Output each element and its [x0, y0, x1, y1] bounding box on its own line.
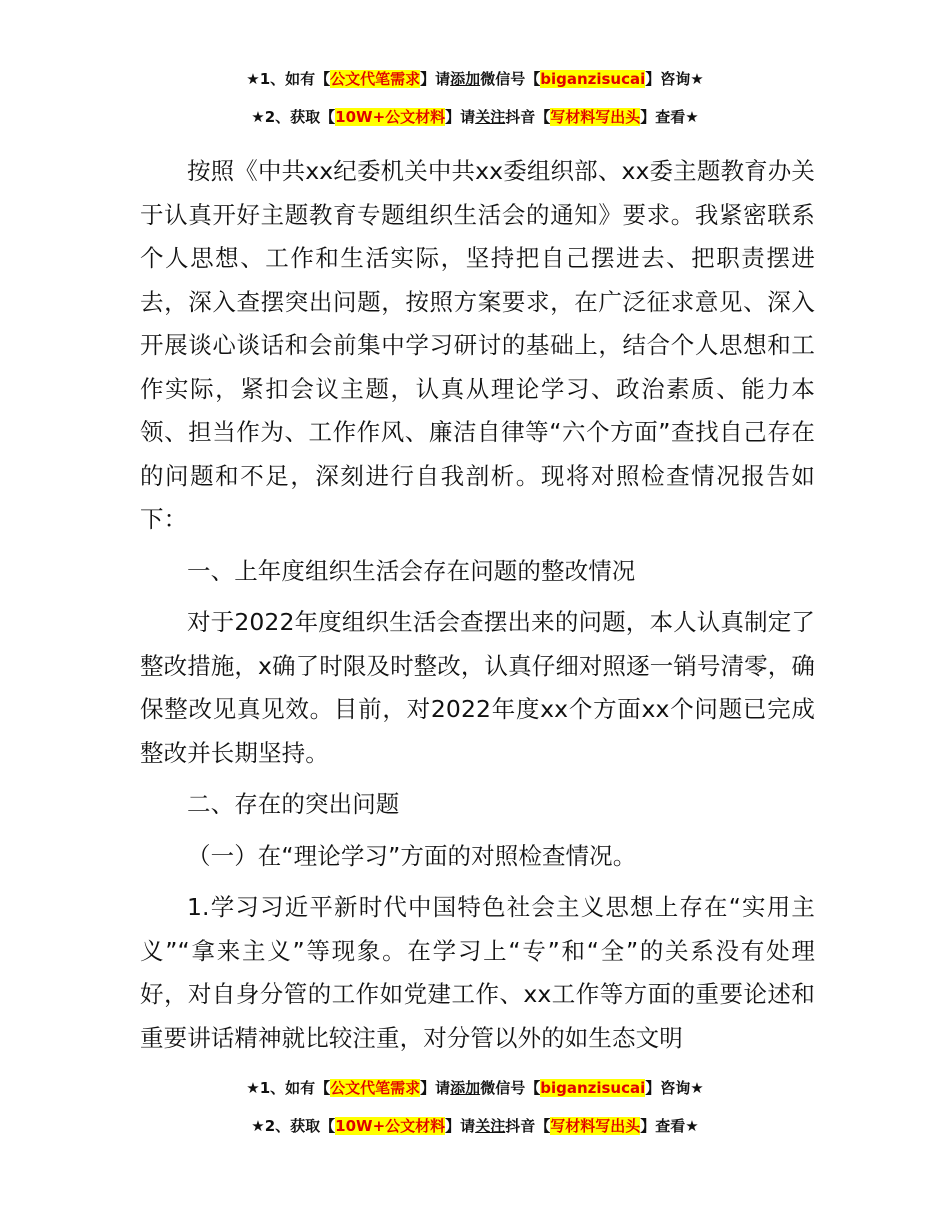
promo-text: 】请: [420, 70, 451, 88]
promo-text: 1、如有【: [259, 1079, 331, 1097]
subsection-heading-1: （一）在“理论学习”方面的对照检查情况。: [187, 841, 637, 870]
underlined-text: 添加: [450, 70, 481, 88]
star-icon: ★: [685, 1117, 699, 1135]
promo-text: 】请: [445, 1117, 476, 1135]
promo-text: 抖音【: [505, 108, 551, 126]
promo-text: 】查看: [640, 1117, 686, 1135]
promo-text: 抖音【: [505, 1117, 551, 1135]
underlined-text: 关注: [475, 1117, 506, 1135]
highlight-text: 公文代笔需求: [330, 70, 421, 88]
section-heading-1: 一、上年度组织生活会存在问题的整改情况: [187, 556, 636, 585]
promo-text: 】请: [420, 1079, 451, 1097]
promo-text: 】查看: [640, 108, 686, 126]
item-paragraph-1: 1.学习习近平新时代中国特色社会主义思想上存在“实用主义”“拿来主义”等现象。在学习上“专”和“全”的关系没有处理好，对自身分管的工作如党建工作、xx工作等方面的重要论述和重要讲话精神就比较注重，对分管以外的如生态文明: [140, 893, 815, 1052]
star-icon: ★: [690, 1079, 704, 1097]
star-icon: ★: [246, 70, 260, 88]
star-icon: ★: [251, 1117, 265, 1135]
promo-text: 】咨询: [645, 1079, 691, 1097]
section-heading-2: 二、存在的突出问题: [187, 790, 400, 818]
star-icon: ★: [690, 70, 704, 88]
promo-text: 2、获取【: [264, 1117, 336, 1135]
highlight-text: 10W+公文材料: [335, 1117, 446, 1135]
star-icon: ★: [685, 108, 699, 126]
intro-paragraph: 按照《中共xx纪委机关中共xx委组织部、xx委主题教育办关于认真开好主题教育专题组织生活会的通知》要求。我紧密联系个人思想、工作和生活实际，坚持把自己摆进去、把职责摆进去，深入查摆突出问题，按照方案要求，在广泛征求意见、深入开展谈心谈话和会前集中学习研讨的基础上，结合个人思想和工作实际，紧扣会议主题，认真从理论学习、政治素质、能力本领、担当作为、工作作风、廉洁自律等“六个方面”查找自己存在的问题和不足，深刻进行自我剖析。现将对照检查情况报告如下：: [140, 157, 815, 533]
promo-text: 】请: [445, 108, 476, 126]
underlined-text: 添加: [450, 1079, 481, 1097]
douyin-id-highlight: 写材料写出头: [550, 108, 641, 126]
rectification-paragraph: 对于2022年度组织生活会查摆出来的问题，本人认真制定了整改措施，x确了时限及时整改，认真仔细对照逐一销号清零，确保整改见真见效。目前，对2022年度xx个方面xx个问题已完成整改并长期坚持。: [140, 608, 815, 767]
wechat-id-highlight: biganzisucai: [540, 1079, 646, 1097]
header-promo-line-2: [0, 106, 950, 128]
star-icon: ★: [246, 1079, 260, 1097]
promo-text: 微信号【: [480, 70, 541, 88]
header-promo-line-1: [0, 68, 950, 90]
douyin-id-highlight: 写材料写出头: [550, 1117, 641, 1135]
promo-text: 】咨询: [645, 70, 691, 88]
star-icon: ★: [251, 108, 265, 126]
promo-text: 2、获取【: [264, 108, 336, 126]
wechat-id-highlight: biganzisucai: [540, 70, 646, 88]
promo-text: 微信号【: [480, 1079, 541, 1097]
highlight-text: 10W+公文材料: [335, 108, 446, 126]
highlight-text: 公文代笔需求: [330, 1079, 421, 1097]
footer-promo-line-2: [0, 1115, 950, 1137]
promo-text: 1、如有【: [259, 70, 331, 88]
footer-promo-line-1: [0, 1077, 950, 1099]
underlined-text: 关注: [475, 108, 506, 126]
document-body: [140, 150, 815, 1068]
